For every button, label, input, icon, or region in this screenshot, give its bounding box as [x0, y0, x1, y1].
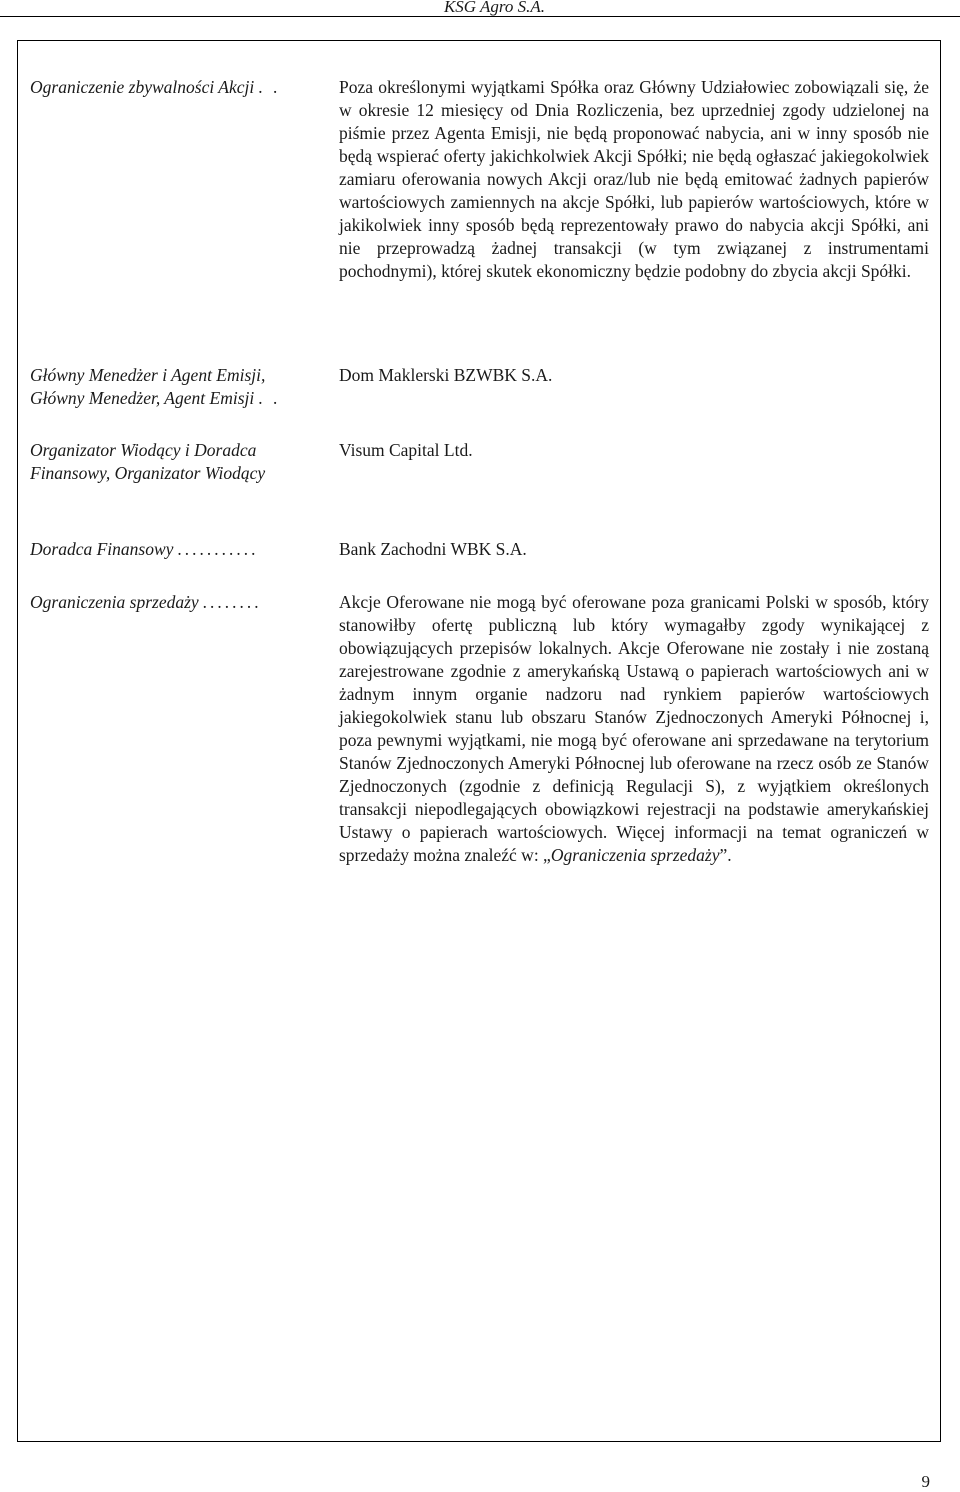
section-paragraph-tail: ”. — [719, 845, 732, 865]
section-label — [30, 76, 306, 99]
leader-dots: ........ — [203, 592, 263, 612]
section-paragraph-text: Akcje Oferowane nie mogą być oferowane poza granicami Polski w sposób, który stanowiłby ofertę publiczną lub który wymagałby zgody wynikającej z obowiązujących przepisów lokalnych. Akcje Oferowane nie zostały i nie zostaną zarejestrowane zgodnie z amerykańską Ustawą o papierach wartościowych ani w żadnym innym organie nadzoru nad rynkiem papierów wartościowych jakiegokolwiek stanu lub obszaru Stanów Zjednoczonych Ameryki Północnej i, poza pewnymi wyjątkami, nie mogą być oferowane ani sprzedawane na terytorium Stanów Zjednoczonych Ameryki Północnej lub oferowane na rzecz osób ze Stanów Zjednoczonych (zgodnie z definicją Regulacji S), z wyjątkiem określonych transakcji niepodlegających obowiązkowi rejestracji na podstawie amerykańskiej Ustawy o papierach wartościowych. Więcej informacji na temat ograniczeń w sprzedaży można znaleźć w: „ — [339, 592, 929, 865]
section-paragraph: Bank Zachodni WBK S.A. — [339, 539, 527, 559]
section-paragraph: Visum Capital Ltd. — [339, 440, 473, 460]
section-content — [339, 76, 929, 283]
section-label-line: Ograniczenia sprzedaży — [30, 592, 199, 612]
page-number: 9 — [921, 1472, 930, 1491]
section-paragraph: Dom Maklerski BZWBK S.A. — [339, 365, 553, 385]
page-header — [0, 0, 960, 16]
section-label-line: Ograniczenie zbywalności Akcji — [30, 77, 255, 97]
section-content — [339, 364, 929, 387]
header-title: KSG Agro S.A. — [443, 0, 545, 16]
section-label — [30, 538, 306, 561]
leader-dots: . . — [258, 388, 281, 408]
cross-reference: Ograniczenia sprzedaży — [550, 845, 720, 865]
section-paragraph: Poza określonymi wyjątkami Spółka oraz Główny Udziałowiec zobowiązali się, że w okresie 12 miesięcy od Dnia Rozliczenia, bez uprzedniej zgody udzielonej na piśmie przez Agenta Emisji, nie będą proponować nabycia, ani w inny sposób nie będą wspierać oferty jakichkolwiek Akcji Spółki; nie będą ogłaszać jakiegokolwiek zamiaru oferowania nowych Akcji oraz/lub nie będą emitować żadnych papierów wartościowych zamiennych na akcje Spółki, lub papierów wartościowych, które w jakikolwiek inny sposób będą reprezentowały prawo do nabycia akcji Spółki, ani nie przeprowadzą żadnej transakcji (w tym związanej z instrumentami pochodnymi), której skutek ekonomiczny będzie podobny do zbycia akcji Spółki. — [339, 77, 929, 281]
section-content — [339, 591, 929, 867]
section-label-line: Finansowy, Organizator Wiodący — [30, 463, 266, 483]
section-content — [339, 538, 929, 561]
section-label-line: Doradca Finansowy — [30, 539, 174, 559]
section-label-line: Organizator Wiodący i Doradca — [30, 440, 257, 460]
section-label — [30, 439, 306, 485]
section-label — [30, 591, 306, 614]
header-rule — [0, 16, 960, 17]
section-paragraph — [339, 591, 929, 867]
section-label-line: Główny Menedżer i Agent Emisji, — [30, 365, 266, 385]
section-label-line: Główny Menedżer, Agent Emisji — [30, 388, 255, 408]
section-label — [30, 364, 306, 410]
leader-dots: ........... — [177, 539, 259, 559]
section-content — [339, 439, 929, 462]
leader-dots: . . — [258, 77, 281, 97]
